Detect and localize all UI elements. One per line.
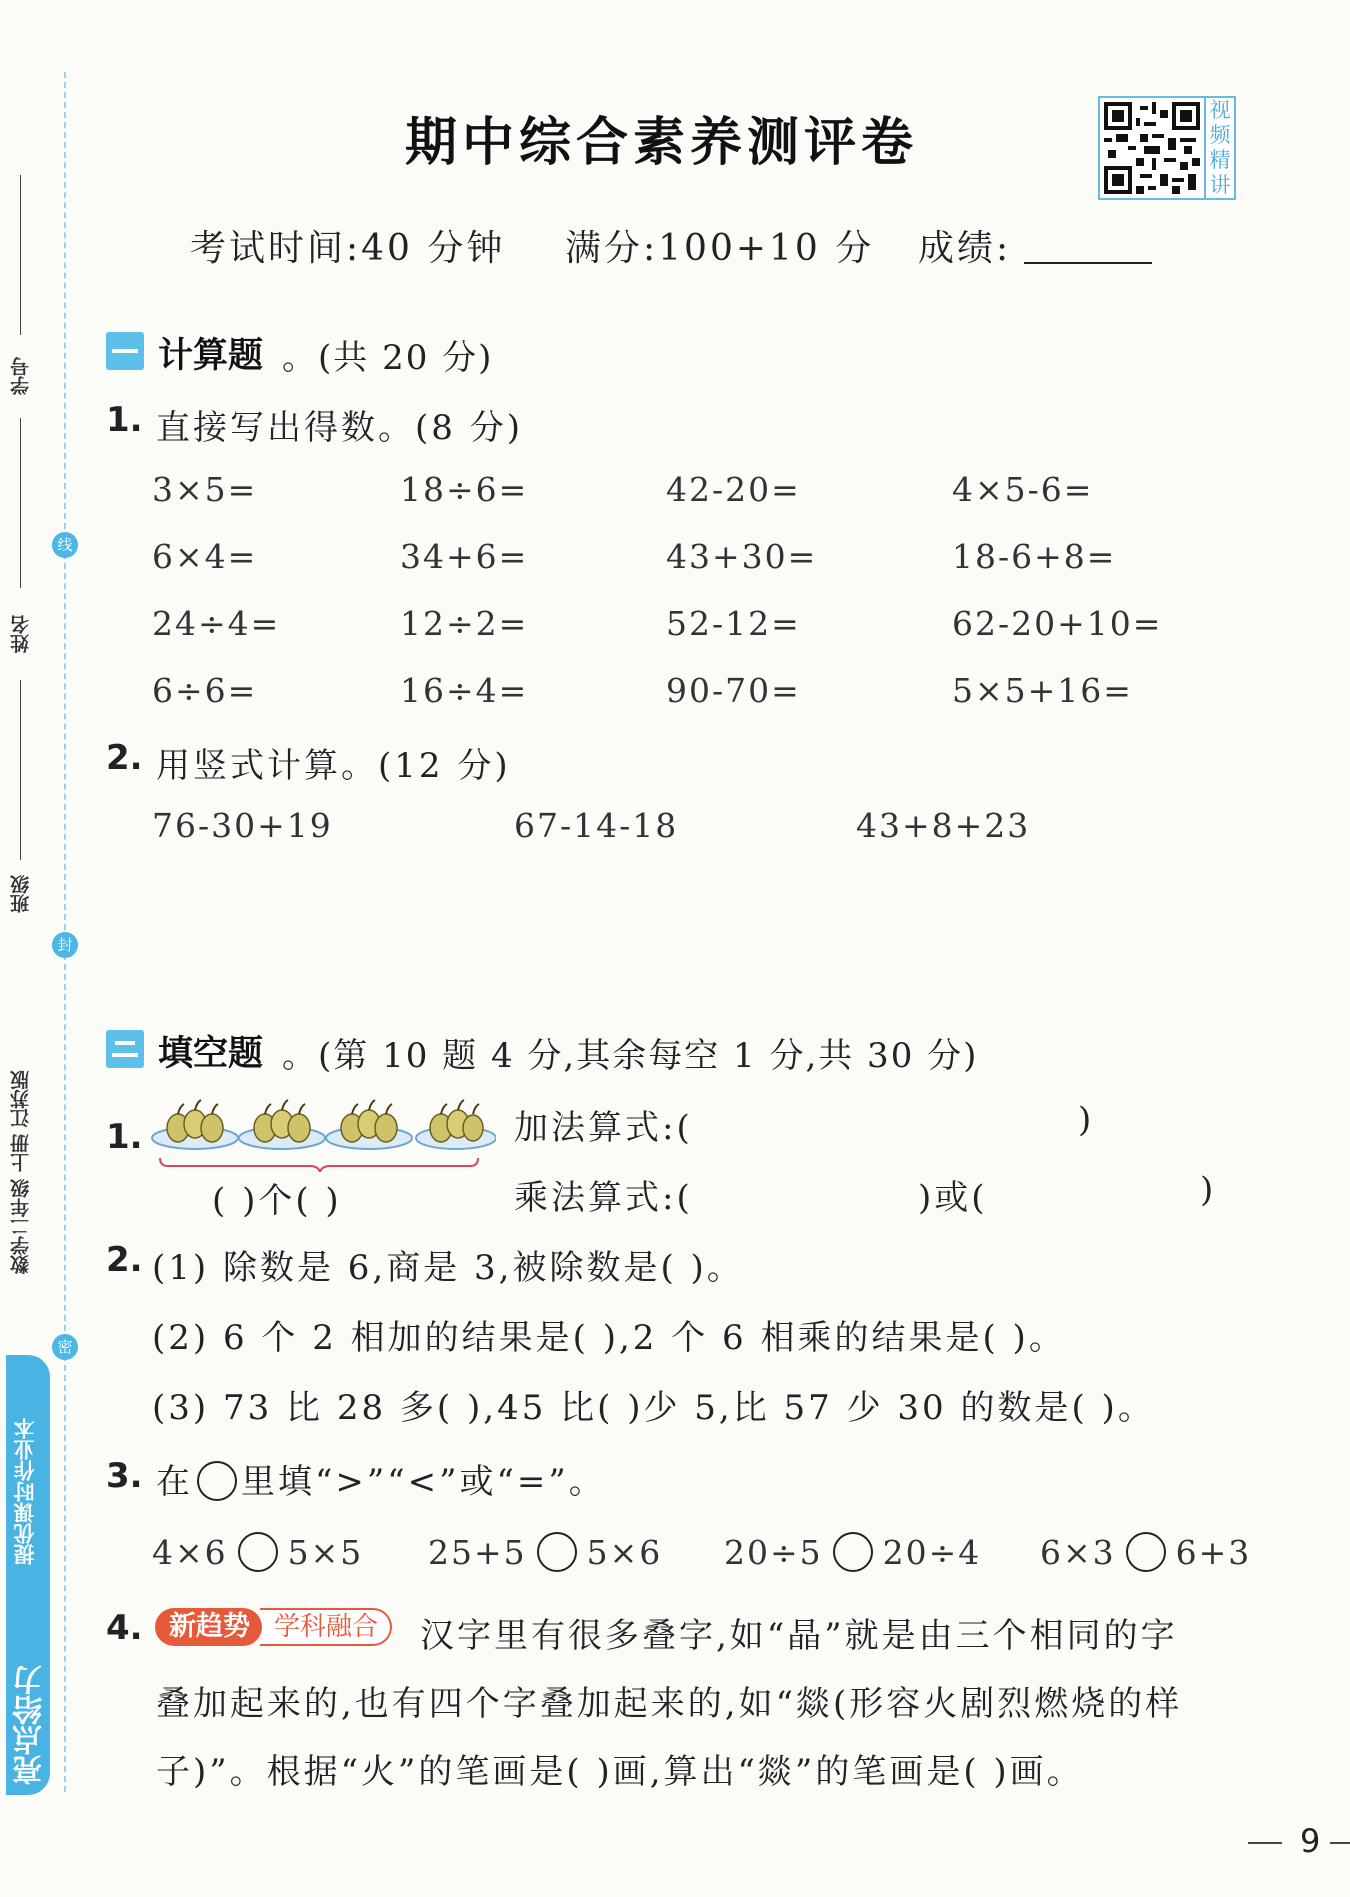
compare-left: 20÷5 — [724, 1533, 823, 1572]
name-line — [20, 418, 21, 588]
s2-q4-line2: 叠加起来的,也有四个字叠加起来的,如“燚(形容火剧烈燃烧的样 — [156, 1684, 1183, 1724]
pear-plate — [239, 1100, 325, 1149]
section-two-note: 。(第 10 题 4 分,其余每空 1 分,共 30 分) — [282, 1036, 979, 1076]
pear-plate — [152, 1100, 238, 1149]
s1-q1-text: 直接写出得数。(8 分) — [156, 408, 523, 448]
student-id-label: 学号 — [10, 357, 32, 395]
circle-icon — [197, 1461, 237, 1501]
s2-q4-line3: 子)”。根据“火”的笔画是( )画,算出“燚”的笔画是( )画。 — [156, 1752, 1084, 1792]
brand-logo-text: 亮点给力 — [13, 1665, 48, 1785]
calc-item: 18-6+8= — [952, 537, 1117, 576]
page-title: 期中综合素养测评卷 — [405, 112, 919, 173]
seal-mark-line: 线 — [52, 532, 78, 558]
page-dash-left — [1248, 1842, 1282, 1844]
section-two-icon — [106, 1030, 144, 1068]
s2-q4-line1: 汉字里有很多叠字,如“晶”就是由三个相同的字 — [420, 1616, 1178, 1656]
compare-right: 6+3 — [1175, 1533, 1252, 1572]
s2-q3-text-b: 里填“>”“<”或“=”。 — [241, 1462, 606, 1502]
compare-left: 6×3 — [1040, 1533, 1116, 1572]
score-blank[interactable] — [1024, 262, 1152, 264]
new-trend-tag: 新趋势 — [155, 1608, 262, 1646]
s2-q1-add-label: 加法算式:( — [514, 1108, 693, 1148]
compare-item — [1040, 1532, 1251, 1572]
s1-q2-number: 2. — [106, 738, 143, 778]
compare-left: 4×6 — [152, 1533, 228, 1572]
vertical-calc-item: 67-14-18 — [514, 806, 679, 845]
seal-mark-secret: 密 — [52, 1334, 78, 1360]
section-one-note: 。(共 20 分) — [282, 338, 494, 378]
section-one-title: 计算题 — [158, 336, 264, 376]
s2-q1-number: 1. — [106, 1117, 143, 1157]
pear-plate — [326, 1100, 412, 1149]
calc-item: 12÷2= — [400, 604, 529, 643]
pear-plates-image — [150, 1094, 496, 1172]
compare-left: 25+5 — [428, 1533, 527, 1572]
calc-item: 24÷4= — [152, 604, 281, 643]
compare-circle[interactable] — [1126, 1532, 1166, 1572]
exam-time: 考试时间:40 分钟 — [190, 228, 506, 269]
calc-item: 42-20= — [666, 470, 801, 509]
book-info-label: 数学二年级 上册 江苏版 — [10, 1070, 32, 1275]
brand-subtitle: 提优课时作业本 — [13, 1418, 37, 1565]
page-number: 9 — [1300, 1822, 1321, 1860]
compare-right: 5×5 — [287, 1533, 364, 1572]
s2-q2-line2: (2) 6 个 2 相加的结果是( ),2 个 6 相乘的结果是( )。 — [152, 1318, 1066, 1358]
calc-item: 34+6= — [400, 537, 529, 576]
seal-mark-seal: 封 — [52, 932, 78, 958]
calc-item: 6÷6= — [152, 671, 258, 710]
compare-item — [152, 1532, 363, 1572]
compare-circle[interactable] — [833, 1532, 873, 1572]
s2-q3-instruction — [156, 1454, 606, 1503]
compare-circle[interactable] — [537, 1532, 577, 1572]
calc-item: 4×5-6= — [952, 470, 1094, 509]
subject-fusion-tag: 学科融合 — [260, 1608, 392, 1646]
page-dash-right — [1330, 1842, 1350, 1844]
student-id-line — [20, 175, 21, 335]
compare-right: 5×6 — [586, 1533, 663, 1572]
s2-q1-under-text: ( )个( ) — [212, 1181, 342, 1221]
calc-item: 6×4= — [152, 537, 258, 576]
calc-item: 62-20+10= — [952, 604, 1163, 643]
s2-q3-number: 3. — [106, 1456, 143, 1496]
class-label: 班级 — [10, 875, 32, 913]
compare-circle[interactable] — [238, 1532, 278, 1572]
s1-q2-text: 用竖式计算。(12 分) — [156, 746, 511, 786]
s2-q2-line1: (1) 除数是 6,商是 3,被除数是( )。 — [152, 1248, 744, 1288]
qr-video-tag: 视频精讲 — [1206, 96, 1236, 200]
full-score: 满分:100+10 分 — [565, 228, 875, 269]
name-label: 姓名 — [10, 615, 32, 653]
class-line — [20, 680, 21, 860]
compare-item — [428, 1532, 662, 1572]
calc-item: 16÷4= — [400, 671, 529, 710]
s2-q1-mul-close: ) — [1200, 1170, 1217, 1210]
s2-q1-mul-or: )或( — [918, 1178, 988, 1218]
vertical-calc-item: 76-30+19 — [152, 806, 333, 845]
s1-q1-number: 1. — [106, 400, 143, 440]
qr-code-icon[interactable] — [1098, 96, 1206, 200]
calc-item: 43+30= — [666, 537, 818, 576]
s2-q1-mul-label: 乘法算式:( — [514, 1178, 693, 1218]
vertical-calc-item: 43+8+23 — [856, 806, 1031, 845]
calc-item: 90-70= — [666, 671, 801, 710]
compare-item — [724, 1532, 981, 1572]
calc-item: 52-12= — [666, 604, 801, 643]
calc-item: 18÷6= — [400, 470, 529, 509]
s2-q2-number: 2. — [106, 1240, 143, 1280]
score-label: 成绩: — [918, 228, 1012, 269]
calc-item: 5×5+16= — [952, 671, 1133, 710]
calc-item: 3×5= — [152, 470, 258, 509]
s2-q2-line3: (3) 73 比 28 多( ),45 比( )少 5,比 57 少 30 的数是( )。 — [152, 1388, 1155, 1428]
compare-right: 20÷4 — [882, 1533, 982, 1572]
section-one-icon — [106, 332, 144, 370]
s2-q1-add-close: ) — [1078, 1100, 1095, 1140]
s2-q3-text-a: 在 — [156, 1462, 193, 1502]
s2-q4-number: 4. — [106, 1608, 143, 1648]
pear-plate — [416, 1100, 496, 1149]
section-two-title: 填空题 — [158, 1034, 264, 1074]
